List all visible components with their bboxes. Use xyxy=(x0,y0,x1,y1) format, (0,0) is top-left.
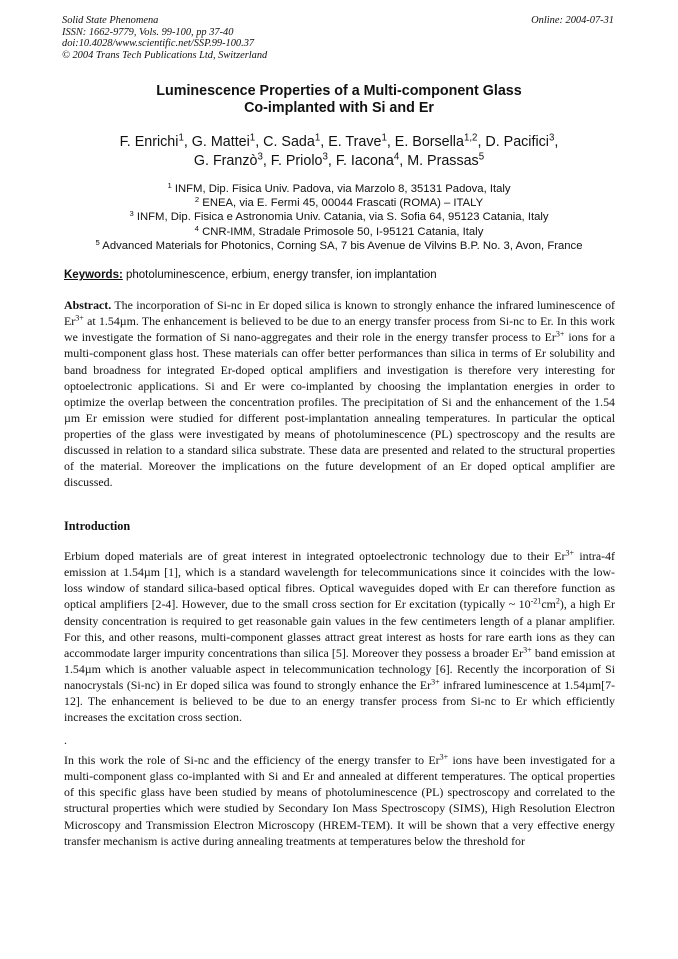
author-affil-mark: 3 xyxy=(322,151,328,163)
title-line-1: Luminescence Properties of a Multi-component Glass xyxy=(156,83,522,99)
author-affil-mark: 5 xyxy=(478,151,485,163)
author-affil-mark: 1,2 xyxy=(463,132,478,144)
journal-header xyxy=(62,15,267,61)
author-affil-mark: 3 xyxy=(257,151,263,163)
affiliation: $^2$ ENEA, via E. Fermi 45, 00044 Frascati (ROMA) – ITALY xyxy=(194,194,484,210)
author-name: C. Sada xyxy=(263,134,315,150)
author-name: F. Enrichi xyxy=(119,134,179,150)
author-name: G. Mattei xyxy=(191,134,250,150)
doi-line: doi:10.4028/www.scientific.net/SSP.99-100.37 xyxy=(62,38,255,50)
stray-period: . xyxy=(64,733,67,747)
affiliation: $^1$ INFM, Dip. Fisica Univ. Padova, via Marzolo 8, 35131 Padova, Italy xyxy=(167,180,511,195)
paper-title xyxy=(60,83,618,117)
affiliation: $^5$ Advanced Materials for Photonics, Corning SA, 7 bis Avenue de Vilvins B.P. No. 3, Avon, France xyxy=(95,237,583,252)
author-line-1: F. Enrichi$^1$, G. Mattei$^1$, C. Sada$^1$, E. Trave$^1$, E. Borsella$^{1,2}$, D. Pacifici$^3$, xyxy=(119,132,559,150)
journal-name: Solid State Phenomena xyxy=(62,15,159,26)
author-name: M. Prassas xyxy=(407,153,479,169)
author-list xyxy=(60,133,618,171)
author-name: G. Franzò xyxy=(193,153,258,169)
keywords-text: photoluminescence, erbium, energy transfer, ion implantation xyxy=(126,269,437,281)
author-affil-mark: 3 xyxy=(548,132,555,144)
author-affil-mark: 1 xyxy=(249,132,256,144)
author-affil-mark: 1 xyxy=(381,132,387,144)
abstract-label: Abstract. xyxy=(64,298,112,312)
title-line-2: Co-implanted with Si and Er xyxy=(244,100,434,116)
author-affil-mark: 4 xyxy=(393,151,400,163)
author-name: E. Borsella xyxy=(394,134,464,150)
author-name: F. Priolo xyxy=(270,153,323,169)
author-line-2: G. Franzò$^3$, F. Priolo$^3$, F. Iacona$^4$, M. Prassas$^5$ xyxy=(193,151,485,169)
keywords-label: Keywords: xyxy=(64,269,123,281)
author-name: E. Trave xyxy=(328,134,382,150)
author-affil-mark: 1 xyxy=(314,132,321,144)
affiliation: $^4$ CNR-IMM, Stradale Primosole 50, I-95121 Catania, Italy xyxy=(194,223,484,238)
copyright-line: © 2004 Trans Tech Publications Ltd, Switzerland xyxy=(62,49,268,61)
abstract: Abstract. The incorporation of Si-nc in Er doped silica is known to strongly enhance the infrared luminescence of $Er^{3+}$ at 1.54µm. The enhancement is believed to be due to an energy transfer process from Si-nc to Er. In this work we investigate the formation of Si nano-aggregates and their role in the energy transfer process to $Er^{3+}$ ions for a multi-component glass host. These materials can offer better performances than silica in terms of Er solubility and band broadness for integrated Er-doped optical amplifiers and investigation is therefore very interesting for optoelectronic applications. Si and Er were co-implanted by choosing the implantation energies in order to optimize the overlap between the concentration profiles. The precipitation of Si and the enhancement of the 1.54 µm Er emission were studied for different post-implantation annealing temperatures. In particular the optical properties of the glass were investigated by means of photoluminescence (PL) spectroscopy and the results are discussed in relation to a standard silica substrate. These data are presented and related to the structural properties of the material. Moreover the implications on the future development of an Er doped optical amplifier are discussed. xyxy=(64,298,615,490)
author-name: F. Iacona xyxy=(335,153,394,169)
affiliation-list xyxy=(40,182,638,253)
online-date: Online: 2004-07-31 xyxy=(531,15,614,26)
author-name: D. Pacifici xyxy=(485,134,549,150)
section-heading-introduction: Introduction xyxy=(64,519,131,533)
intro-paragraph-2: In this work the role of Si-nc and the efficiency of the energy transfer to $Er^{3+}$ ions have been investigated for a multi-component glass co-implanted with Si and Er and annealed at different temperatures. The optical properties of this specific glass have been studied by means of photoluminescence (PL) spectroscopy and correlated to the structural properties which were studied by Secondary Ion Mass Spectroscopy (SIMS), High Resolution Electron Microscopy and Transmission Electron Microscopy (HREM-TEM). It will be shown that a very effective energy transfer mechanism is active during annealing treatments at temperatures below the threshold for xyxy=(64,752,615,848)
issn-line: ISSN: 1662-9779, Vols. 99-100, pp 37-40 xyxy=(62,26,234,38)
affiliation: $^3$ INFM, Dip. Fisica e Astronomia Univ. Catania, via S. Sofia 64, 95123 Catania, Italy xyxy=(129,209,549,224)
author-affil-mark: 1 xyxy=(178,132,184,144)
intro-paragraph-1: Erbium doped materials are of great interest in integrated optoelectronic technology due to their $Er^{3+}$ intra-4f emission at 1.54µm [1], which is a standard wavelength for telecommunications since it coincides with the low-loss window of standard silica-based optical fibres. Optical waveguides doped with Er can therefore function as optical amplifiers [2-4]. However, due to the small cross section for Er excitation (typically ~ $10^{-21}cm^2$), a high Er density concentration is required to get reasonable gain values in the few centimeters length of a planar amplifier. For this, and other reasons, multi-component glasses attract great interest as hosts for rare earth ions as they can accommodate larger impurity concentrations than silica [5]. Moreover they possess a broader $Er^{3+}$ band emission at 1.54µm which is another valuable aspect in telecommunication technology [6]. Recently the incorporation of Si nanocrystals (Si-nc) in Er doped silica was found to strongly enhance the $Er^{3+}$ infrared luminescence at 1.54µm[7-12]. The enhancement is believed to be due to an energy transfer process from Si-nc to Er which efficiently increases the excitation cross section. xyxy=(64,548,615,725)
keywords xyxy=(64,268,620,282)
